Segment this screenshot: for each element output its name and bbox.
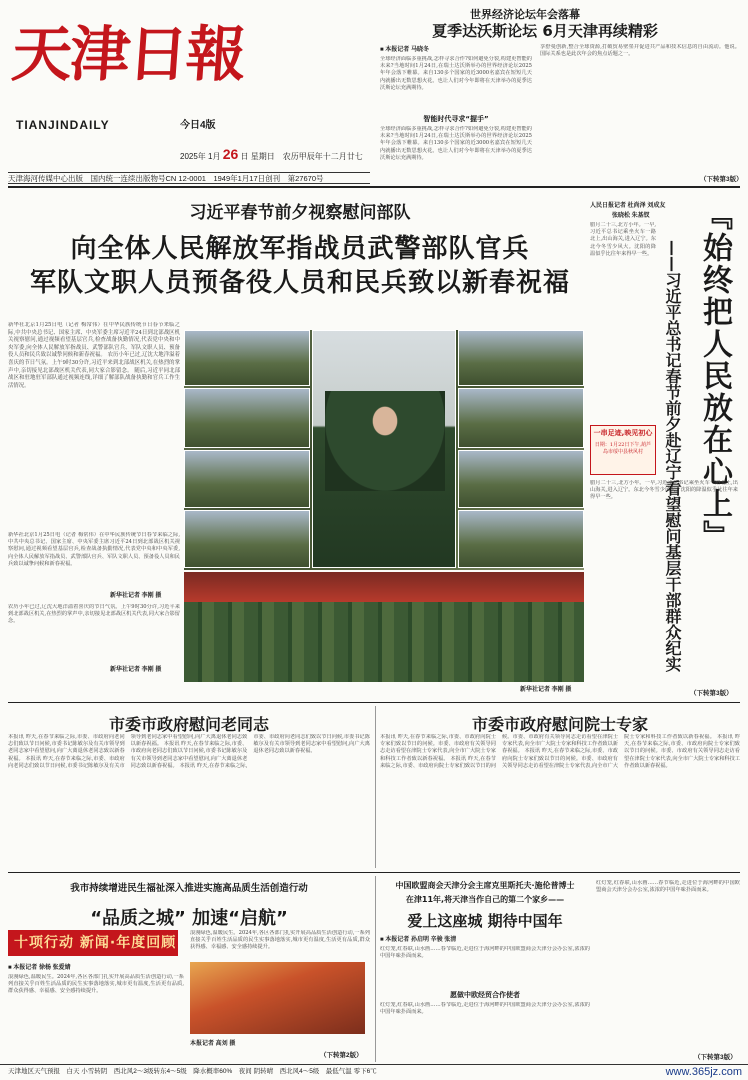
quality-text-1: 浪漫绿色,温暖民生。2024年,各区各部门扎实开展高品质生活创造行动,一系列直接关乎百姓生活品质的民生实事落地落实,城市更有温度,生活更有品质,群众获得感、幸福感、安全感持续提升。 bbox=[8, 974, 184, 995]
quality-headline: “品质之城” 加速“启航” bbox=[90, 908, 288, 929]
quality-continued: （下转第2版） bbox=[320, 1052, 363, 1059]
wef-subhead: 智能时代寻求“握手” bbox=[423, 115, 489, 123]
city-right-headline: 市委市政府慰问院士专家 bbox=[471, 715, 648, 734]
side-text-2: 腊月二十三,北方小年。一早,习近平总书记乘坐火车一路北上,出山海关,进入辽宁。东北今冬雪少风大。沈阳的降温似乎比往年来得早一些。 bbox=[590, 480, 738, 501]
side-headline: 『始终把人民放在心上』 bbox=[697, 200, 732, 552]
section-divider-2 bbox=[8, 872, 740, 873]
wef-kicker: 世界经济论坛年会落幕 bbox=[470, 8, 580, 21]
watermark: www.365jz.com bbox=[665, 1066, 742, 1078]
wef-continued: （下转第3版） bbox=[700, 176, 743, 183]
newspaper-logo: 天津日報 bbox=[9, 20, 247, 90]
photo-caption-2: 农历小年已过,辽沈大地洋溢着喜庆的节日气氛。上午9时30分许,习近平来到北部战区机关,在热烈的掌声中,亲切接见北部战区机关代表,同大家合影留念。 bbox=[8, 604, 180, 625]
lead-headline-2: 军队文职人员预备役人员和民兵致以新春祝福 bbox=[29, 268, 570, 298]
photo-credit-2: 新华社记者 李刚 摄 bbox=[110, 667, 162, 673]
column-divider bbox=[375, 706, 376, 868]
masthead-divider bbox=[8, 186, 740, 188]
city-left-text: 本报讯 昨天,在春节来临之际,市委、市政府向老同志们致以节日问候,市委书记陈敏尔及有关市领导到老同志家中看望慰问,向广大离退休老同志致以新春祝福。 本报讯 昨天,在春节来临之际,市委、市政府向老同志们致以节日问候,市委书记陈敏尔及有关市领导到老同志家中看望慰问,向广大离退休老同志致以新春祝福。 本报讯 昨天,在春节来临之际,市委、市政府向老同志们致以节日问候,市委书记陈敏尔及有关市领导到老同志家中看望慰问,向广大离退休老同志致以新春祝福。 本报讯 昨天,在春节来临之际,市委、市政府向老同志们致以节日问候,市委书记陈敏尔及有关市领导到老同志家中看望慰问,向广大离退休老同志致以新春祝福。 bbox=[8, 734, 370, 769]
side-box-title: 一串足迹,映见初心 bbox=[593, 429, 653, 437]
opera-text-3: 红灯笼,红春联,山水画……春节临近,走进位于海河畔的中国欧盟商会天津分会办公室,浓浓的中国年味扑面而来。 bbox=[596, 880, 740, 894]
wef-text-col1b: 全球经济面临多重挑战,怎样寻求合作?如何避免分裂,构建更智能的未来?当地时间1月24日,在瑞士达沃斯举办的世界经济论坛2025年年会落下帷幕。来自130多个国家的近3000名嘉宾在短短几天内就播出无数思想火花。也让人们对今年即将在天津举办的夏季达沃斯论坛充满期待。 bbox=[380, 126, 532, 161]
column-divider-2 bbox=[375, 876, 376, 1062]
side-box-sub: 日期：1月22日下午,葫芦岛市绥中县秋风村 bbox=[594, 442, 652, 455]
quality-byline: ■ 本报记者 徐杨 张爱婧 bbox=[8, 965, 71, 971]
quality-text-2: 浪漫绿色,温暖民生。2024年,各区各部门扎实开展高品质生活创造行动,一系列直接关乎百姓生活品质的民生实事落地落实,城市更有温度,生活更有品质,群众获得感、幸福感、安全感持续提升。 bbox=[190, 930, 370, 951]
opera-kicker-2: 在津11年,将天津当作自己的第二个家乡—— bbox=[405, 895, 565, 904]
wef-text-col2: 享舒曼创新,整合全球资源,打破贸易壁垒并促进共产品和技术信息的自由流动。他说。国际关系也是此次年会的焦点话题之一。 bbox=[540, 44, 740, 58]
opera-byline: ■ 本报记者 孙启明 辛骏 张清 bbox=[380, 937, 457, 943]
side-text-1: 腊月二十三,北方小年。一早,习近平总书记乘坐火车一路北上,出山海关,进入辽宁。东北今冬雪少风大。沈阳的降温似乎比往年来得早一些。 bbox=[590, 222, 656, 257]
opera-kicker: 中国欧盟商会天津分会主席克里斯托夫·施伦普博士 bbox=[395, 881, 575, 890]
opera-text-2: 红灯笼,红春联,山水画……春节临近,走进位于海河畔的中国欧盟商会天津分会办公室,浓浓的中国年味扑面而来。 bbox=[380, 1002, 590, 1016]
wef-headline: 夏季达沃斯论坛 6月天津再续精彩 bbox=[432, 22, 658, 40]
quality-banner: 十项行动 新闻·年度回顾 bbox=[8, 930, 178, 956]
side-highlight-box bbox=[590, 425, 656, 475]
lead-text-col1: 新华社北京1月25日电（记者 梅常伟）在中华民族传统节日春节来临之际,中共中央总书记、国家主席、中央军委主席习近平24日到北部战区机关视察慰问,通过视频看望基层官兵,检查战备执勤情况,代表党中央和中央军委,向全体人民解放军指战员、武警部队官兵、军队文职人员、预备役人员和民兵致以诚挚问候和新春祝福。 农历小年已过,辽沈大地洋溢着喜庆的节日气氛。上午9时30分许,习近平来到北部战区机关,在热烈的掌声中,亲切接见北部战区机关代表,同大家合影留念。 随后,习近平同北部战区和驻地驻军部队通过视频连线,详细了解部队战备执勤和官兵工作生活情况。 bbox=[8, 322, 180, 389]
quality-photo-credit: 本报记者 高刘 摄 bbox=[190, 1041, 236, 1047]
lead-photo-collage bbox=[184, 330, 584, 570]
lead-headline-1: 向全体人民解放军指战员武警部队官兵 bbox=[70, 234, 530, 264]
logo-pinyin: TIANJINDAILY bbox=[16, 118, 110, 132]
side-byline-2: 张晓松 朱基钗 bbox=[612, 213, 650, 219]
weather-bar: 天津地区天气预报 白天 小雪转阴 西北风2～3级转东4～5级 降水概率60% 夜间 阴转晴 西北风4～5级 最低气温 零下6℃ bbox=[0, 1064, 748, 1080]
side-byline: 人民日报记者 杜尚泽 刘成友 bbox=[590, 203, 666, 209]
photo-credit-1: 新华社记者 李刚 摄 bbox=[110, 593, 162, 599]
opera-continued: （下转第3版） bbox=[694, 1054, 737, 1061]
section-divider-1 bbox=[8, 702, 740, 703]
side-subhead: ——习近平总书记春节前夕赴辽宁看望慰问基层干部群众纪实 bbox=[663, 240, 682, 672]
opera-text-1: 红灯笼,红春联,山水画……春节临近,走进位于海河畔的中国欧盟商会天津分会办公室,浓浓的中国年味扑面而来。 bbox=[380, 946, 590, 960]
city-left-headline: 市委市政府慰问老同志 bbox=[108, 715, 269, 734]
group-photo bbox=[184, 572, 584, 682]
city-right-text: 本报讯 昨天,在春节来临之际,市委、市政府向院士专家们致以节日的问候。市委、市政府有关领导同志走访看望在津院士专家代表,向全市广大院士专家和科技工作者致以新春祝福。 本报讯 昨天,在春节来临之际,市委、市政府向院士专家们致以节日的问候。市委、市政府有关领导同志走访看望在津院士专家代表,向全市广大院士专家和科技工作者致以新春祝福。 本报讯 昨天,在春节来临之际,市委、市政府向院士专家们致以节日的问候。市委、市政府有关领导同志走访看望在津院士专家代表,向全市广大院士专家和科技工作者致以新春祝福。 本报讯 昨天,在春节来临之际,市委、市政府向院士专家们致以节日的问候。市委、市政府有关领导同志走访看望在津院士专家代表,向全市广大院士专家和科技工作者致以新春祝福。 bbox=[380, 734, 740, 769]
photo-credit-3: 新华社记者 李刚 摄 bbox=[520, 687, 572, 693]
quality-kicker: 我市持续增进民生福祉深入推进实施高品质生活创造行动 bbox=[70, 883, 308, 894]
wef-byline: ■ 本报记者 马晓冬 bbox=[380, 47, 429, 53]
publication-info: 天津海河传媒中心出版 国内统一连续出版物号CN 12-0001 1949年1月17日创刊 第27670号 bbox=[8, 172, 370, 184]
opera-headline: 爱上这座城 期待中国年 bbox=[407, 912, 563, 930]
opera-subhead: 愿做中欧经贸合作使者 bbox=[450, 991, 520, 999]
lead-kicker: 习近平春节前夕视察慰问部队 bbox=[189, 203, 411, 223]
edition-count: 今日4版 bbox=[180, 120, 216, 131]
quality-photo bbox=[190, 962, 365, 1034]
masthead bbox=[8, 4, 363, 174]
issue-date: 2025年 1月 26 日 星期日 农历甲辰年十二月廿七 bbox=[180, 146, 363, 162]
side-continued: （下转第3版） bbox=[690, 690, 733, 697]
wef-text-col1: 全球经济面临多重挑战,怎样寻求合作?如何避免分裂,构建更智能的未来?当地时间1月24日,在瑞士达沃斯举办的世界经济论坛2025年年会落下帷幕。来自130多个国家的近3000名嘉宾在短短几天内就播出无数思想火花。也让人们对今年即将在天津举办的夏季达沃斯论坛充满期待。 bbox=[380, 56, 532, 91]
photo-caption-1: 新华社北京1月25日电（记者 梅常伟）在中华民族传统节日春节来临之际,中共中央总书记、国家主席、中央军委主席习近平24日到北部战区机关视察慰问,通过视频看望基层官兵,检查战备执勤情况,代表党中央和中央军委,向全体人民解放军指战员、武警部队官兵、军队文职人员、预备役人员和民兵致以诚挚问候和新春祝福。 bbox=[8, 532, 180, 567]
